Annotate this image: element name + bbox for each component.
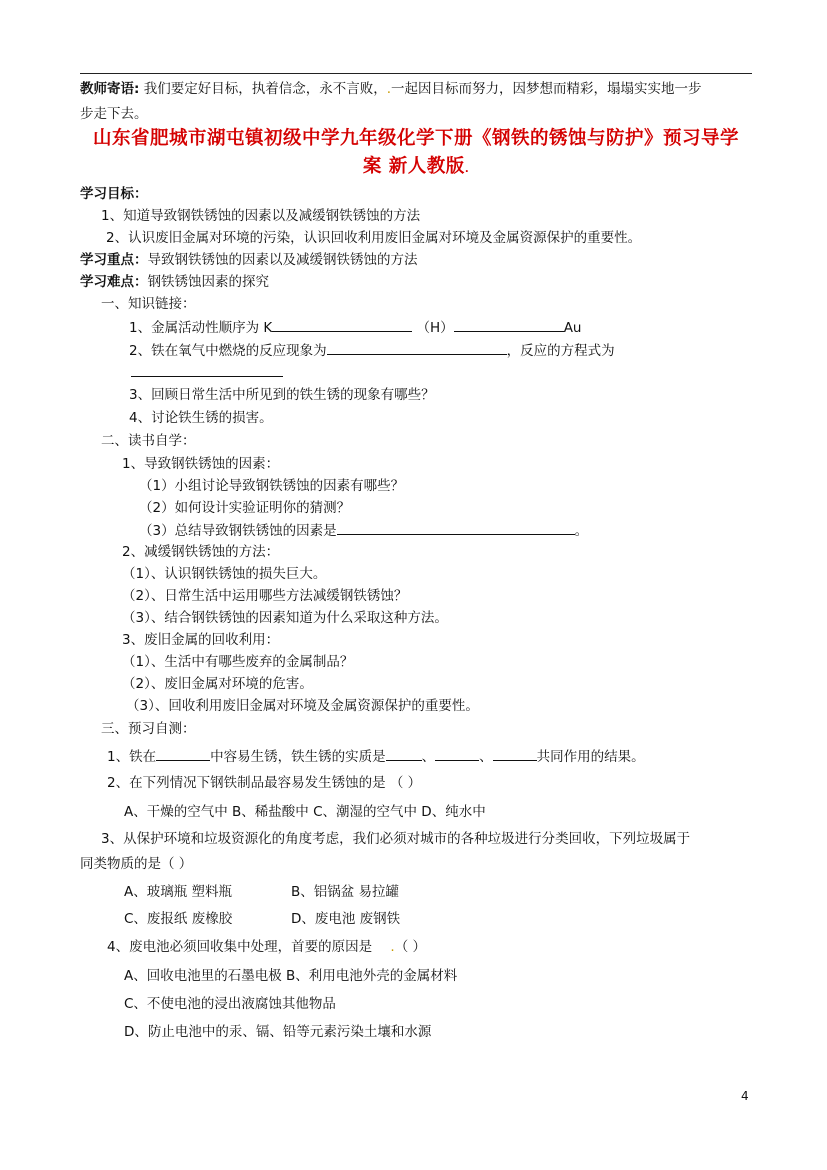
section3-q1-sep: 、 [479,749,493,765]
teacher-message-text: 我们要定好目标，执着信念，永不言败， [143,81,387,97]
section1-q2 [129,340,615,361]
answer-blank[interactable] [386,746,422,761]
section3-q4-option-d: D、防止电池中的汞、镉、铅等元素污染土壤和水源 [124,1024,432,1040]
section1-q1-end: Au [563,320,582,336]
section3-q1-end: 共同作用的结果。 [536,749,645,765]
section3-q4-option-c: C、不使电池的浸出液腐蚀其他物品 [124,996,336,1012]
section2-p3: 3、废旧金属的回收利用： [122,632,280,648]
teacher-message-label: 教师寄语: [80,81,140,97]
section3-q3-option-a: A、玻璃瓶 塑料瓶 [124,884,233,900]
answer-blank[interactable] [435,746,479,761]
section1-heading: 一、知识链接： [101,296,196,312]
section3-q4-option-a: A、回收电池里的石墨电极 B、利用电池外壳的金属材料 [124,968,458,984]
answer-blank[interactable] [454,317,564,332]
goal-item-1: 1、知道导致钢铁锈蚀的因素以及减缓钢铁锈蚀的方法 [101,208,421,224]
section3-q3-line1: 3、从保护环境和垃圾资源化的角度考虑，我们必须对城市的各种垃圾进行分类回收，下列垃圾属于 [101,831,691,847]
section3-q1-sep: 、 [421,749,436,765]
answer-blank[interactable] [156,746,210,761]
key-point [80,250,418,270]
section1-q1 [129,317,581,338]
section3-q3-option-b: B、铝锅盆 易拉罐 [291,884,400,900]
section2-heading: 二、读书自学： [101,433,196,449]
section3-q2: 2、在下列情况下钢铁制品最容易发生锈蚀的是 （ ） [107,775,422,791]
section2-p1-c-text: （3）总结导致钢铁锈蚀的因素是 [139,523,337,539]
section1-q4: 4、讨论铁生锈的损害。 [129,410,273,426]
section3-q1-a: 1、铁在 [107,749,157,765]
teacher-message-line2: 步走下去。 [80,106,148,122]
difficulty-label: 学习难点： [80,274,148,290]
section3-q3-option-c: C、废报纸 废橡胶 [124,911,233,927]
difficulty [80,272,269,292]
teacher-message-line1: 教师寄语: 我们要定好目标，执着信念，永不言败，.一起因目标而努力，因梦想而精彩，塌塌实实地一步 [80,81,702,97]
section1-q2-line [131,362,283,383]
section3-heading: 三、预习自测： [101,721,196,737]
section3-q4-paren: （ ） [394,939,426,955]
section2-p2-b: （2）、日常生活中运用哪些方法减缓钢铁锈蚀？ [122,588,408,604]
goals-label: 学习目标： [80,186,148,202]
section3-q3-option-d: D、废电池 废钢铁 [291,911,401,927]
section2-p1-c-end: 。 [574,523,589,539]
section3-q4: 4、废电池必须回收集中处理，首要的原因是 .（ ） [107,939,426,955]
answer-blank[interactable] [493,746,537,761]
section2-p2: 2、减缓钢铁锈蚀的方法： [122,544,280,560]
answer-blank[interactable] [272,317,412,332]
document-title-line2: 案 新人教版. [362,156,470,177]
section2-p3-b: （2）、废旧金属对环境的危害。 [122,676,313,692]
section2-p1-a: （1）小组讨论导致钢铁锈蚀的因素有哪些？ [139,478,405,494]
key-point-text: 导致钢铁锈蚀的因素以及减缓钢铁锈蚀的方法 [147,252,418,268]
section1-q2-prefix: 2、铁在氧气中燃烧的反应现象为 [129,343,327,359]
goal-item-2: 2、认识废旧金属对环境的污染，认识回收利用废旧金属对环境及金属资源保护的重要性。 [106,230,642,246]
section1-q3: 3、回顾日常生活中所见到的铁生锈的现象有哪些？ [129,387,435,403]
answer-blank[interactable] [337,520,575,535]
section3-q1-b: 中容易生锈，铁生锈的实质是 [210,749,386,765]
section1-q1-prefix: 1、金属活动性顺序为 K [129,320,273,336]
section3-q4-text: 4、废电池必须回收集中处理，首要的原因是 [107,939,373,955]
section2-p3-a: （1）、生活中有哪些废弃的金属制品？ [122,654,354,670]
section2-p1-b: （2）如何设计实验证明你的猜测？ [139,500,351,516]
header-rule [80,73,752,74]
difficulty-text: 钢铁锈蚀因素的探究 [147,274,269,290]
section2-p3-c: （3）、回收利用废旧金属对环境及金属资源保护的重要性。 [126,698,479,714]
section2-p2-c: （3）、结合钢铁锈蚀的因素知道为什么采取这种方法。 [122,610,448,626]
document-title-line2-text: 案 新人教版 [362,156,465,177]
section3-q1 [107,746,645,767]
page-number: 4 [741,1089,749,1103]
section2-p2-a: （1）、认识钢铁锈蚀的损失巨大。 [122,566,327,582]
section2-p1-c [139,520,588,541]
section3-q3-line2: 同类物质的是（ ） [80,856,193,872]
key-point-label: 学习重点： [80,252,148,268]
teacher-message-text-cont: 一起因目标而努力，因梦想而精彩，塌塌实实地一步 [391,81,702,97]
section1-q2-suffix: ，反应的方程式为 [506,343,615,359]
section2-p1: 1、导致钢铁锈蚀的因素： [122,456,280,472]
section3-q2-options: A、干燥的空气中 B、稀盐酸中 C、潮湿的空气中 D、纯水中 [124,804,486,820]
document-title-line1: 山东省肥城市湖屯镇初级中学九年级化学下册《钢铁的锈蚀与防护》预习导学 [92,128,739,149]
section1-q1-mid: （H） [416,320,454,336]
answer-blank[interactable] [327,340,507,355]
answer-blank[interactable] [131,362,283,377]
